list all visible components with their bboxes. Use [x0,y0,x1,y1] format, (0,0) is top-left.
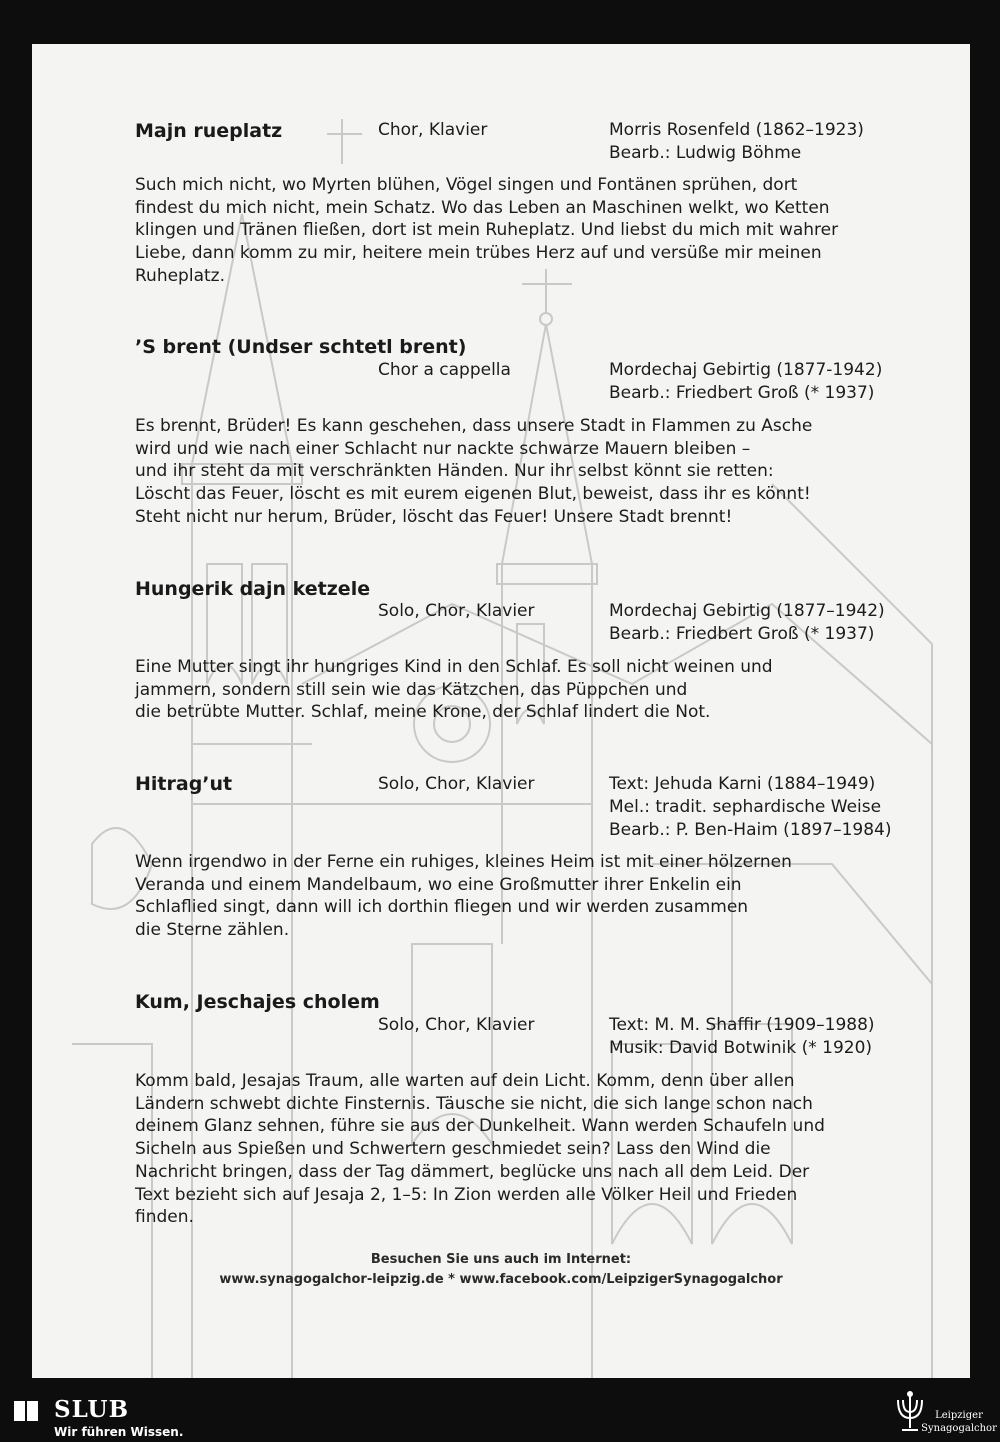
choir-name-line: Synagogalchor [921,1423,997,1434]
description-line: Schlaflied singt, dann will ich dorthin fliegen und wir werden zusammen [135,897,749,918]
song-credits [609,773,891,842]
song-description [135,656,773,724]
song-instrumentation: Solo, Chor, Klavier [378,601,535,621]
song-instrumentation: Solo, Chor, Klavier [378,1015,535,1035]
credit-line: Morris Rosenfeld (1862–1923) [609,120,864,140]
description-line: Text bezieht sich auf Jesaja 2, 1–5: In Zion werden alle Völker Heil und Frieden [135,1184,798,1205]
song-title: Hungerik dajn ketzele [135,578,371,600]
song-instrumentation: Chor a cappella [378,360,511,380]
description-line: findest du mich nicht, mein Schatz. Wo das Leben an Maschinen welkt, wo Ketten [135,197,830,218]
credit-line: Bearb.: Friedbert Groß (* 1937) [609,383,875,403]
description-line: Liebe, dann komm zu mir, heitere mein trübes Herz auf und versüße mir meinen [135,243,822,264]
description-line: finden. [135,1207,194,1228]
credit-line: Musik: David Botwinik (* 1920) [609,1038,873,1058]
song-description [135,1070,825,1229]
credit-line: Mordechaj Gebirtig (1877-1942) [609,360,883,380]
footer-heading: Besuchen Sie uns auch im Internet: [370,1252,632,1267]
description-line: klingen und Tränen fließen, dort ist mein Ruheplatz. Und liebst du mich mit wahrer [135,220,839,241]
song-description [135,415,812,529]
song-title: Hitrag’ut [135,773,233,795]
credit-line: Text: Jehuda Karni (1884–1949) [609,774,876,794]
song-instrumentation: Solo, Chor, Klavier [378,774,535,794]
song-title: Majn rueplatz [135,120,283,142]
credit-line: Bearb.: P. Ben-Haim (1897–1984) [609,820,892,840]
description-line: wird und wie nach einer Schlacht nur nackte schwarze Mauern bleiben – [135,438,751,459]
description-line: Es brennt, Brüder! Es kann geschehen, dass unsere Stadt in Flammen zu Asche [135,416,813,436]
song-credits [609,1014,875,1060]
book-logo-icon [12,1397,40,1425]
description-line: die betrübte Mutter. Schlaf, meine Krone, der Schlaf lindert die Not. [135,702,711,723]
description-line: Steht nicht nur herum, Brüder, löscht das Feuer! Unsere Stadt brennt! [135,506,733,527]
footer [32,1250,970,1290]
slub-tagline: Wir führen Wissen. [54,1425,184,1439]
description-line: Wenn irgendwo in der Ferne ein ruhiges, kleines Heim ist mit einer hölzernen [135,852,792,872]
slub-name: SLUB [54,1396,130,1423]
song-credits [609,600,885,646]
description-line: deinem Glanz sehnen, führe sie aus der Dunkelheit. Wann werden Schaufeln und [135,1116,825,1137]
description-line: die Sterne zählen. [135,920,290,941]
song-title: ’S brent (Undser schtetl brent) [135,336,467,358]
description-line: Löscht das Feuer, löscht es mit eurem eigenen Blut, beweist, dass ihr es könnt! [135,484,811,505]
description-line: Veranda und einem Mandelbaum, wo eine Großmutter ihrer Enkelin ein [135,874,742,895]
description-line: jammern, sondern still sein wie das Kätzchen, das Püppchen und [135,679,688,700]
credit-line: Bearb.: Friedbert Groß (* 1937) [609,624,875,644]
credit-line: Bearb.: Ludwig Böhme [609,143,802,163]
credit-line: Text: M. M. Shaffir (1909–1988) [609,1015,875,1035]
description-line: und ihr steht da mit verschränkten Händen. Nur ihr selbst könnt sie retten: [135,461,774,482]
song-credits [609,359,882,405]
song-instrumentation: Chor, Klavier [378,120,488,140]
footer-links[interactable]: www.synagogalchor-leipzig.de * www.facebook.com/LeipzigerSynagogalchor [219,1272,783,1287]
song-description [135,851,792,942]
song-description [135,174,838,288]
description-line: Ländern schwebt dichte Finsternis. Täusche sie nicht, die sich lange schon nach [135,1093,813,1114]
song-credits [609,119,864,165]
description-line: Ruheplatz. [135,265,225,286]
description-line: Eine Mutter singt ihr hungriges Kind in den Schlaf. Es soll nicht weinen und [135,657,773,677]
description-line: Such mich nicht, wo Myrten blühen, Vögel singen und Fontänen sprühen, dort [135,175,798,195]
choir-name-line: Leipziger [935,1410,983,1421]
program-sheet [32,44,970,1378]
credit-line: Mordechaj Gebirtig (1877–1942) [609,601,885,621]
description-line: Nachricht bringen, dass der Tag dämmert, beglücke uns nach all dem Leid. Der [135,1161,810,1182]
description-line: Sicheln aus Spießen und Schwertern geschmiedet sein? Lass den Wind die [135,1139,771,1160]
song-title: Kum, Jeschajes cholem [135,991,380,1013]
credit-line: Mel.: tradit. sephardische Weise [609,797,882,817]
description-line: Komm bald, Jesajas Traum, alle warten auf dein Licht. Komm, denn über allen [135,1071,795,1091]
choir-name [920,1409,998,1435]
